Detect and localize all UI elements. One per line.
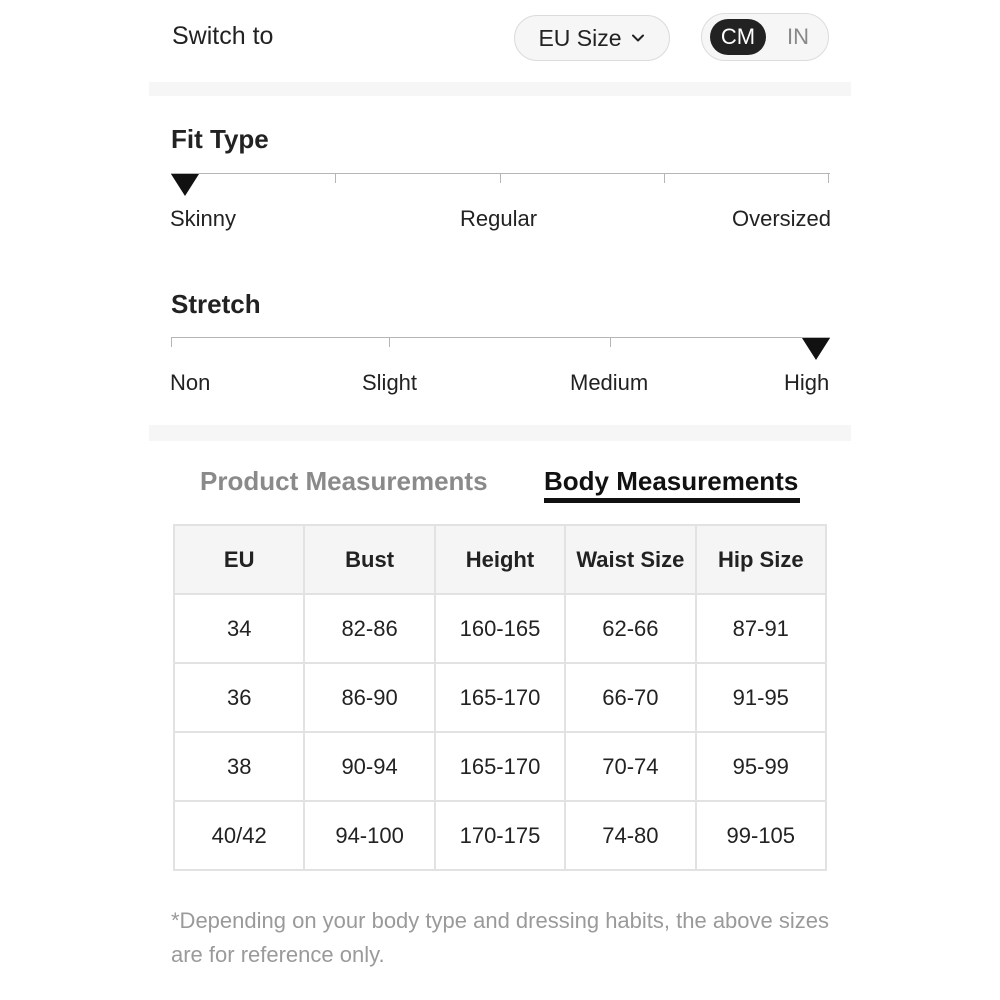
fit-type-label-oversized: Oversized: [732, 206, 832, 231]
table-cell: 40/42: [174, 801, 304, 870]
table-cell: 62-66: [565, 594, 695, 663]
unit-option-cm[interactable]: CM: [710, 19, 766, 55]
stretch-label-slight: Slight: [362, 370, 418, 395]
active-tab-indicator: [544, 498, 800, 503]
stretch-label-medium: Medium: [570, 370, 649, 395]
stretch-marker: [802, 338, 830, 360]
fit-type-title: Fit Type: [171, 124, 269, 154]
unit-option-in[interactable]: IN: [787, 24, 809, 49]
table-cell: 170-175: [435, 801, 565, 870]
table-cell: 87-91: [696, 594, 826, 663]
table-cell: 38: [174, 732, 304, 801]
table-cell: 34: [174, 594, 304, 663]
scale-tick: [610, 337, 611, 347]
tab-body-measurements[interactable]: Body Measurements: [544, 466, 799, 496]
table-row: [174, 801, 826, 870]
scale-tick: [171, 337, 172, 347]
table-row: [174, 732, 826, 801]
scale-tick: [828, 173, 829, 183]
table-cell: 90-94: [304, 732, 434, 801]
table-cell: 70-74: [565, 732, 695, 801]
table-cell: 82-86: [304, 594, 434, 663]
table-cell: 160-165: [435, 594, 565, 663]
fit-type-label-skinny: Skinny: [170, 206, 237, 231]
fit-type-marker: [171, 174, 199, 196]
size-system-value: EU Size: [538, 24, 622, 51]
table-cell: 165-170: [435, 663, 565, 732]
stretch-label-non: Non: [170, 370, 211, 395]
table-cell: 99-105: [696, 801, 826, 870]
table-row: [174, 663, 826, 732]
table-cell: 66-70: [565, 663, 695, 732]
table-header-row: [174, 525, 826, 594]
size-disclaimer: *Depending on your body type and dressing habits, the above sizes are for reference only.: [171, 908, 829, 967]
size-system-dropdown[interactable]: [514, 15, 670, 61]
scale-tick: [664, 173, 665, 183]
table-cell: 94-100: [304, 801, 434, 870]
column-header-height: Height: [435, 525, 565, 594]
chevron-down-icon: [630, 30, 646, 46]
fit-type-scale: [171, 173, 830, 174]
unit-toggle[interactable]: [701, 13, 829, 61]
table-row: [174, 594, 826, 663]
column-header-waist: Waist Size: [565, 525, 695, 594]
switch-to-label: Switch to: [172, 22, 274, 50]
table-cell: 165-170: [435, 732, 565, 801]
table-cell: 95-99: [696, 732, 826, 801]
section-divider: [149, 425, 851, 441]
stretch-title: Stretch: [171, 289, 261, 319]
table-cell: 74-80: [565, 801, 695, 870]
scale-tick: [335, 173, 336, 183]
stretch-scale: [171, 337, 830, 338]
table-cell: 86-90: [304, 663, 434, 732]
scale-tick: [389, 337, 390, 347]
table-cell: 36: [174, 663, 304, 732]
scale-tick: [500, 173, 501, 183]
tab-product-measurements[interactable]: Product Measurements: [200, 466, 488, 496]
section-divider: [149, 82, 851, 96]
table-cell: 91-95: [696, 663, 826, 732]
fit-type-label-regular: Regular: [460, 206, 538, 231]
column-header-hip: Hip Size: [696, 525, 826, 594]
stretch-label-high: High: [784, 370, 830, 395]
column-header-eu: EU: [174, 525, 304, 594]
column-header-bust: Bust: [304, 525, 434, 594]
size-chart-table: [173, 524, 827, 871]
